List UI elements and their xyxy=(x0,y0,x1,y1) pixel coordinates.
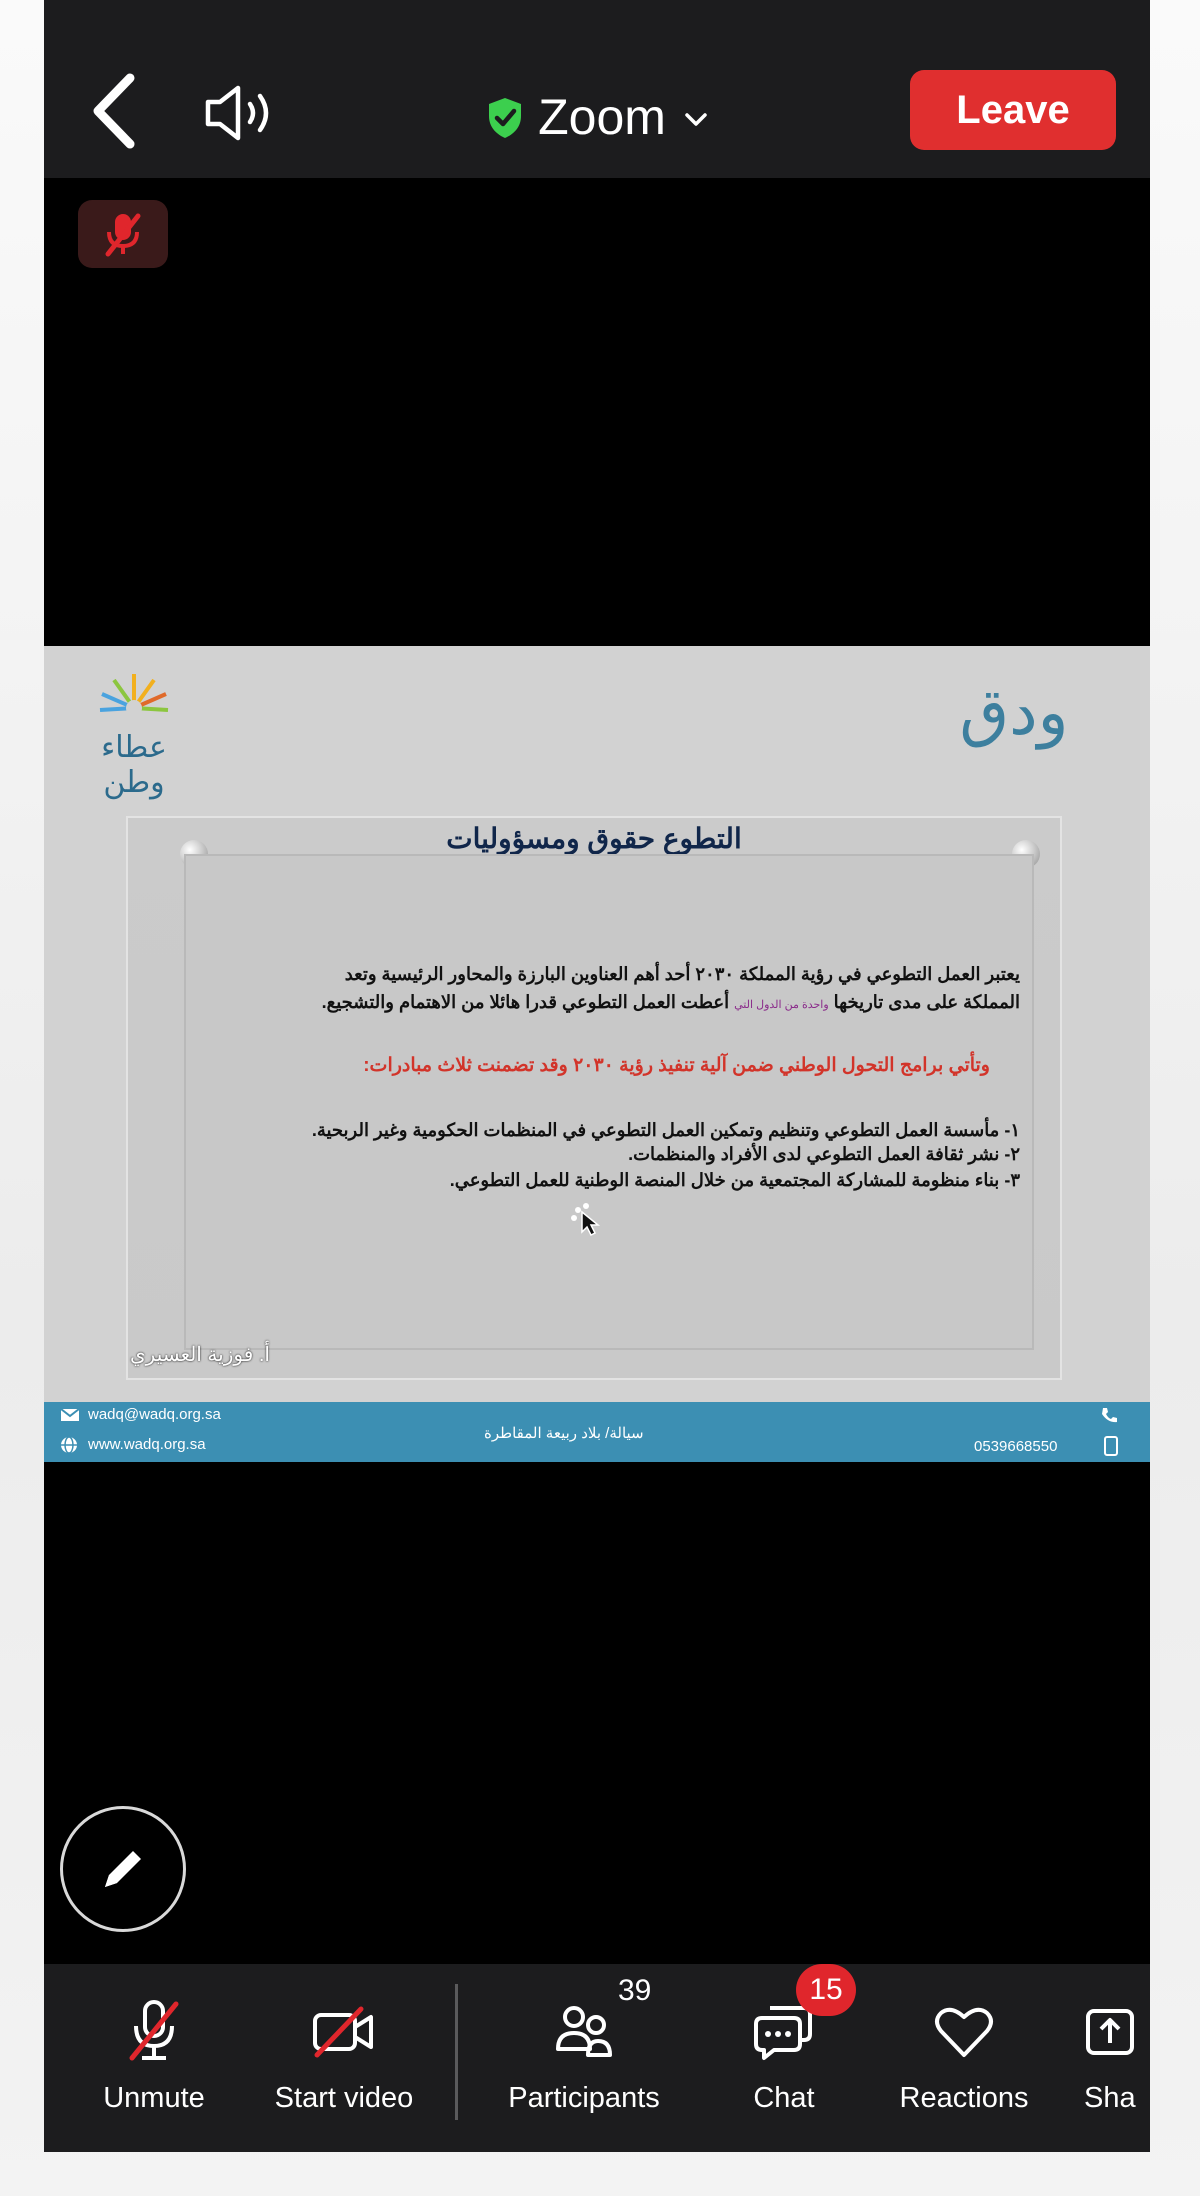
phone-icon xyxy=(1100,1406,1118,1428)
footer-web: www.wadq.org.sa xyxy=(88,1436,206,1453)
mic-off-icon xyxy=(100,210,146,258)
start-video-label: Start video xyxy=(274,2082,414,2114)
bottom-toolbar xyxy=(44,1964,1150,2152)
logo-right-text: ودق xyxy=(959,676,1069,750)
footer-address: سيالة/ بلاد ربيعة المقاطرة xyxy=(484,1425,644,1442)
reactions-button[interactable] xyxy=(884,1990,1044,2115)
leave-button[interactable]: Leave xyxy=(910,70,1116,150)
top-bar xyxy=(44,0,1150,178)
mic-off-icon xyxy=(124,1996,184,2066)
pencil-icon xyxy=(95,1841,151,1897)
footer-phone: 0539668550 xyxy=(974,1438,1058,1455)
reactions-label: Reactions xyxy=(899,2082,1029,2114)
participants-icon xyxy=(552,2001,616,2061)
share-label: Sha xyxy=(1084,2082,1136,2114)
slide-paragraph-line2 xyxy=(322,992,1020,1013)
start-video-button[interactable] xyxy=(254,1990,434,2115)
mobile-icon xyxy=(1104,1436,1118,1460)
video-off-icon xyxy=(309,2003,379,2059)
ataa-watan-logo xyxy=(74,668,194,800)
heart-icon xyxy=(931,2001,997,2061)
unmute-label: Unmute xyxy=(103,2082,205,2114)
slide-item-2: ٢- نشر ثقافة العمل التطوعي لدى الأفراد والمنظمات. xyxy=(628,1144,1020,1164)
share-screen-icon xyxy=(1084,2003,1134,2059)
footer-email: wadq@wadq.org.sa xyxy=(88,1406,221,1423)
shared-screen-slide xyxy=(44,646,1150,1462)
slide-title: التطوع حقوق ومسؤوليات xyxy=(446,823,742,854)
share-button[interactable] xyxy=(1084,1990,1150,2115)
paragraph-part-b: أعطت العمل التطوعي قدرا هائلا من الاهتمام والتشجيع. xyxy=(321,992,730,1012)
zoom-meeting-screen xyxy=(44,0,1150,2152)
shield-check-icon xyxy=(486,94,524,152)
logo-left-text: عطاء وطن xyxy=(101,730,167,800)
slide-footer-bar xyxy=(44,1402,1150,1462)
slide-content-panel xyxy=(184,854,1034,1350)
slide-paragraph-line1: يعتبر العمل التطوعي في رؤية المملكة ٢٠٣٠ أحد أهم العناوين البارزة والمحاور الرئيسية وتعد xyxy=(344,964,1020,984)
paragraph-part-a: المملكة على مدى تاريخها xyxy=(833,992,1020,1012)
muted-mic-badge xyxy=(78,200,168,268)
globe-icon xyxy=(60,1436,78,1458)
paragraph-small-note: واحدة من الدول التي xyxy=(734,999,829,1011)
slide-highlight-line: وتأتي برامج التحول الوطني ضمن آلية تنفيذ رؤية ٢٠٣٠ وقد تضمنت ثلاث مبادرات: xyxy=(363,1055,990,1076)
cursor-pointer-icon xyxy=(568,1198,608,1238)
unmute-button[interactable] xyxy=(84,1990,224,2115)
presenter-name: أ. فوزية العسيري xyxy=(130,1344,270,1366)
meeting-title: Zoom xyxy=(538,89,666,145)
participants-count: 39 xyxy=(618,1974,652,2007)
mail-icon xyxy=(60,1408,80,1426)
participants-label: Participants xyxy=(508,2082,660,2114)
slide-item-3: ٣- بناء منظومة للمشاركة المجتمعية من خلال المنصة الوطنية للعمل التطوعي. xyxy=(449,1170,1020,1190)
participants-button[interactable] xyxy=(484,1990,684,2115)
annotate-pencil-button[interactable] xyxy=(60,1806,186,1932)
slide-item-1: ١- مأسسة العمل التطوعي وتنظيم وتمكين العمل التطوعي في المنظمات الحكومية وغير الربحية. xyxy=(311,1120,1020,1140)
chat-unread-badge: 15 xyxy=(796,1964,856,2016)
chat-label: Chat xyxy=(753,2082,815,2114)
wadq-logo xyxy=(944,676,1084,776)
chevron-down-icon xyxy=(684,82,708,140)
slide-board xyxy=(128,818,1060,1378)
toolbar-divider xyxy=(455,1984,458,2120)
